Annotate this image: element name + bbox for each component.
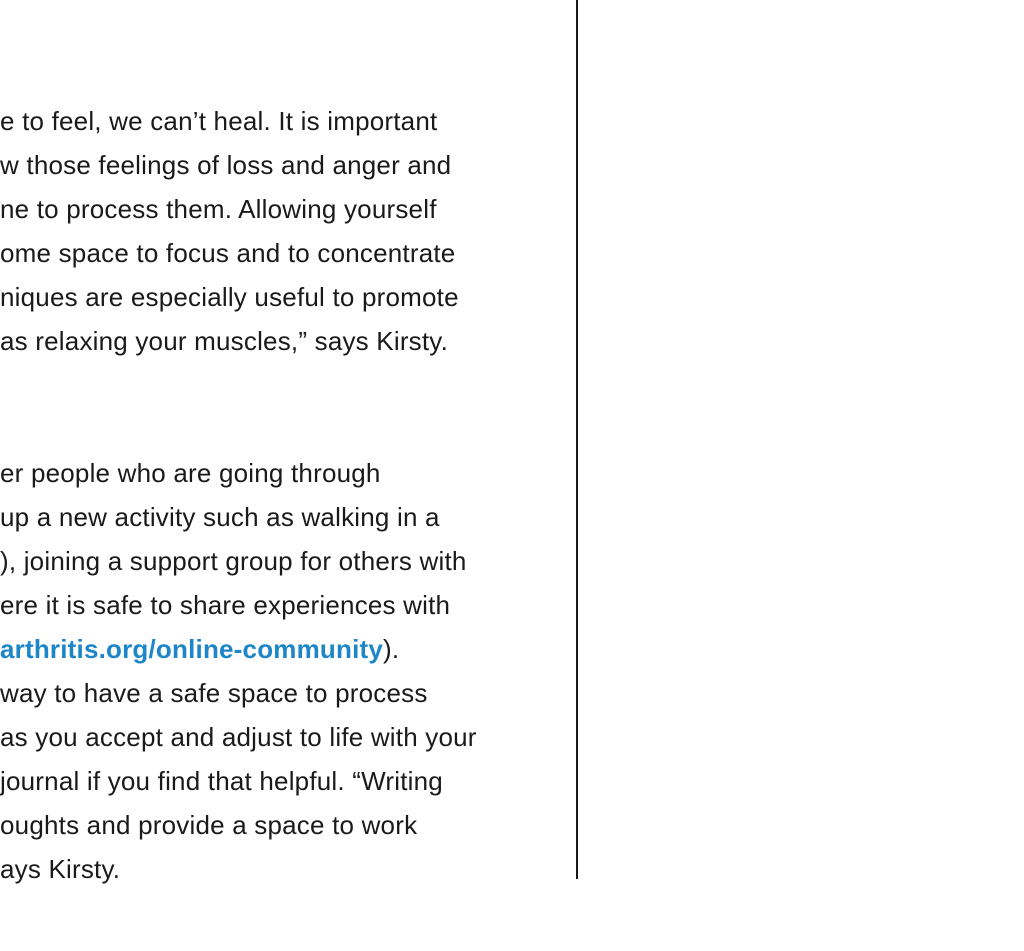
- text-line: ome space to focus and to concentrate: [0, 238, 456, 268]
- text-line: niques are especially useful to promote: [0, 282, 459, 312]
- paragraph-support-options: [0, 451, 560, 891]
- text-line: er people who are going through: [0, 458, 381, 488]
- text-line: ays Kirsty.: [0, 854, 121, 884]
- link-suffix: ).: [383, 634, 400, 664]
- text-line: as relaxing your muscles,” says Kirsty.: [0, 326, 448, 356]
- text-line: ne to process them. Allowing yourself: [0, 194, 437, 224]
- paragraph-coping-feelings: [0, 99, 560, 363]
- text-line: oughts and provide a space to work: [0, 810, 418, 840]
- link-line: [0, 627, 560, 671]
- text-line: e to feel, we can’t heal. It is important: [0, 106, 438, 136]
- text-line: ere it is safe to share experiences with: [0, 590, 451, 620]
- text-line: ), joining a support group for others with: [0, 546, 467, 576]
- text-line: way to have a safe space to process: [0, 678, 428, 708]
- text-line: as you accept and adjust to life with your: [0, 722, 477, 752]
- column-divider: [576, 0, 578, 879]
- text-line: journal if you find that helpful. “Writing: [0, 766, 443, 796]
- text-line: up a new activity such as walking in a: [0, 502, 440, 532]
- text-line: w those feelings of loss and anger and: [0, 150, 452, 180]
- online-community-link[interactable]: arthritis.org/online-community: [0, 634, 384, 664]
